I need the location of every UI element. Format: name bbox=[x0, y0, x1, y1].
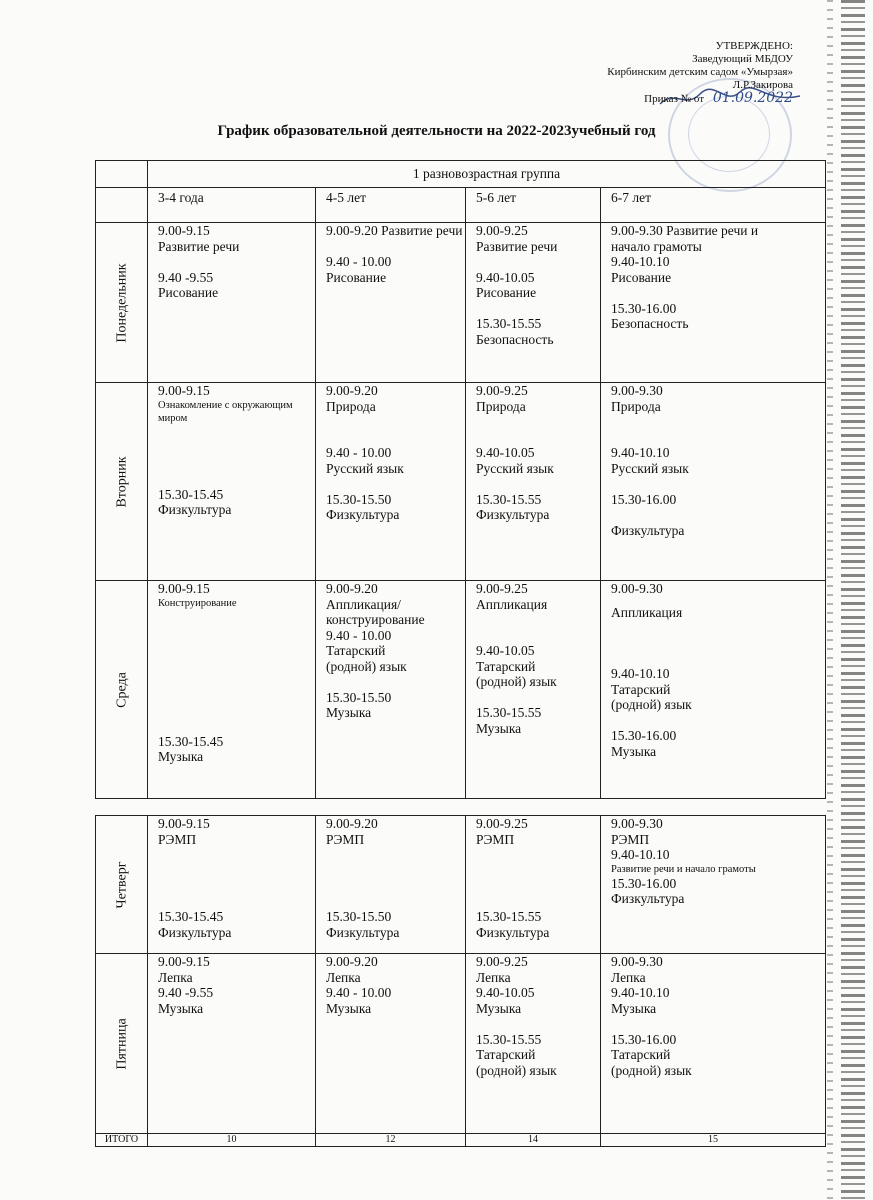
time-slot: 9.40-10.05 bbox=[476, 985, 535, 1000]
time-slot: 9.00-9.20 bbox=[326, 816, 378, 831]
time-slot: 9.00-9.15 bbox=[158, 581, 210, 596]
schedule-cell bbox=[148, 383, 316, 581]
schedule-cell bbox=[148, 581, 316, 799]
activity: Русский язык bbox=[326, 460, 404, 476]
time-slot: 15.30-16.00 bbox=[611, 728, 677, 743]
scan-edge-noise-2 bbox=[827, 0, 833, 1200]
activity: Рисование bbox=[476, 285, 537, 300]
total-value: 10 bbox=[148, 1134, 316, 1147]
time-slot: 9.00-9.30 bbox=[611, 581, 663, 596]
day-label-cell bbox=[96, 223, 148, 383]
time-activity: 9.00-9.30 Развитие речи и начало грамоты bbox=[611, 223, 759, 254]
scan-edge-noise bbox=[841, 0, 865, 1200]
day-row-friday bbox=[96, 954, 826, 1134]
time-slot: 9.00-9.25 bbox=[476, 954, 528, 969]
time-slot: 15.30-15.55 bbox=[476, 491, 542, 507]
time-slot: 15.30-15.45 bbox=[158, 909, 224, 924]
schedule-table-continued bbox=[95, 815, 826, 1147]
corner-cell bbox=[96, 188, 148, 223]
activity: Музыка bbox=[326, 1000, 372, 1016]
schedule-cell bbox=[601, 223, 826, 383]
activity: Татарский (родной) язык bbox=[611, 681, 692, 712]
time-slot: 9.00-9.25 bbox=[476, 816, 528, 831]
activity: Татарский (родной) язык bbox=[611, 1047, 692, 1078]
handwritten-date: 01.09.2022 bbox=[712, 90, 793, 106]
activity: Музыка bbox=[611, 743, 657, 759]
page-title: График образовательной деятельности на 2022-2023учебный год bbox=[217, 123, 656, 139]
day-label: Вторник bbox=[113, 455, 129, 508]
time-slot: 9.40 -9.55 bbox=[158, 269, 214, 285]
time-slot: 15.30-15.50 bbox=[326, 909, 392, 924]
time-slot: 9.00-9.20 bbox=[326, 581, 378, 596]
time-activity: 9.00-9.20 Развитие речи bbox=[326, 223, 463, 238]
schedule-cell bbox=[148, 816, 316, 954]
activity: Музыка bbox=[476, 720, 522, 736]
schedule-cell bbox=[466, 581, 601, 799]
schedule-cell bbox=[148, 954, 316, 1134]
time-slot: 9.00-9.25 bbox=[476, 383, 528, 398]
activity: РЭМП bbox=[326, 831, 365, 847]
activity: Русский язык bbox=[476, 460, 554, 476]
activity: Физкультура bbox=[476, 507, 550, 522]
corner-cell bbox=[96, 161, 148, 188]
approval-line: Заведующий МБДОУ bbox=[692, 53, 793, 65]
time-slot: 15.30-16.00 bbox=[611, 875, 677, 891]
schedule-cell bbox=[316, 816, 466, 954]
activity: Аппликация bbox=[476, 596, 548, 612]
time-slot: 9.00-9.25 bbox=[476, 223, 528, 238]
time-slot: 9.00-9.25 bbox=[476, 581, 528, 596]
activity: Лепка bbox=[611, 969, 646, 985]
schedule-cell bbox=[601, 581, 826, 799]
time-slot: 9.40-10.05 bbox=[476, 643, 535, 658]
time-slot: 9.40-10.10 bbox=[611, 985, 670, 1000]
schedule-cell bbox=[316, 581, 466, 799]
activity: Развитие речи и начало грамоты bbox=[611, 863, 756, 875]
time-slot: 9.40 - 10.00 bbox=[326, 445, 392, 460]
time-slot: 15.30-16.00 bbox=[611, 491, 677, 507]
activity: Ознакомление с окружающим миром bbox=[158, 399, 293, 424]
day-row-wednesday bbox=[96, 581, 826, 799]
age-group-header: 6-7 лет bbox=[601, 188, 826, 223]
approval-line: УТВЕРЖДЕНО: bbox=[715, 40, 793, 52]
time-slot: 9.00-9.30 bbox=[611, 383, 663, 398]
age-group-header: 4-5 лет bbox=[316, 188, 466, 223]
age-group-header: 3-4 года bbox=[148, 188, 316, 223]
schedule-cell bbox=[601, 954, 826, 1134]
time-slot: 9.00-9.30 bbox=[611, 816, 663, 831]
total-value: 14 bbox=[466, 1134, 601, 1147]
schedule-cell bbox=[466, 954, 601, 1134]
time-slot: 15.30-15.45 bbox=[158, 486, 224, 502]
activity: Татарский (родной) язык bbox=[476, 1047, 557, 1078]
activity: Музыка bbox=[476, 1000, 522, 1016]
activity: Физкультура bbox=[611, 522, 685, 538]
activity: Музыка bbox=[326, 705, 372, 720]
time-slot: 9.00-9.15 bbox=[158, 816, 210, 831]
time-slot: 9.40-10.10 bbox=[611, 666, 670, 681]
approval-line: Кирбинским детским садом «Умырзая» bbox=[607, 66, 793, 78]
time-slot: 15.30-15.55 bbox=[476, 909, 542, 924]
schedule-cell bbox=[466, 816, 601, 954]
activity: Лепка bbox=[158, 969, 193, 985]
activity: Природа bbox=[611, 398, 661, 414]
activity: Татарский (родной) язык bbox=[326, 643, 407, 674]
activity: Лепка bbox=[476, 969, 511, 985]
time-slot: 15.30-15.50 bbox=[326, 689, 392, 705]
day-label: Четверг bbox=[113, 861, 129, 908]
day-label-cell bbox=[96, 954, 148, 1134]
approval-line: Л.Р.Закирова bbox=[732, 79, 793, 91]
activity: Татарский (родной) язык bbox=[476, 658, 557, 689]
time-slot: 9.40-10.10 bbox=[611, 847, 670, 862]
activity: Физкультура bbox=[158, 924, 232, 940]
group-header: 1 разновозрастная группа bbox=[148, 161, 826, 188]
activity: Музыка bbox=[611, 1000, 657, 1016]
time-slot: 9.40 -9.55 bbox=[158, 985, 214, 1000]
schedule-cell bbox=[466, 383, 601, 581]
time-slot: 9.40 - 10.00 bbox=[326, 627, 392, 643]
day-label-cell bbox=[96, 581, 148, 799]
time-slot: 9.40-10.05 bbox=[476, 445, 535, 460]
activity: Аппликация/ конструирование bbox=[326, 596, 425, 627]
day-label-cell bbox=[96, 383, 148, 581]
time-slot: 15.30-15.55 bbox=[476, 1031, 542, 1047]
approval-order bbox=[533, 92, 793, 106]
time-slot: 15.30-15.45 bbox=[158, 733, 224, 749]
schedule-cell bbox=[148, 223, 316, 383]
time-slot: 9.40-10.10 bbox=[611, 254, 670, 269]
age-group-header: 5-6 лет bbox=[466, 188, 601, 223]
total-value: 12 bbox=[316, 1134, 466, 1147]
schedule-cell bbox=[316, 383, 466, 581]
activity: Безопасность bbox=[611, 316, 689, 331]
time-slot: 9.40-10.05 bbox=[476, 269, 535, 285]
day-row-tuesday bbox=[96, 383, 826, 581]
day-row-monday bbox=[96, 223, 826, 383]
time-slot: 15.30-15.55 bbox=[476, 316, 542, 331]
schedule-cell bbox=[466, 223, 601, 383]
schedule-table bbox=[95, 160, 826, 799]
time-slot: 9.00-9.30 bbox=[611, 954, 663, 969]
day-label: Понедельник bbox=[113, 262, 129, 343]
activity: Природа bbox=[476, 398, 526, 414]
activity: Русский язык bbox=[611, 460, 689, 476]
day-label: Пятница bbox=[113, 1017, 129, 1070]
activity: Физкультура bbox=[611, 891, 685, 906]
total-row bbox=[96, 1134, 826, 1147]
approval-order-label: Приказ № от bbox=[644, 93, 705, 105]
approval-block bbox=[533, 40, 793, 106]
activity: РЭМП bbox=[158, 831, 197, 847]
activity: Аппликация bbox=[611, 604, 683, 620]
schedule-cell bbox=[316, 954, 466, 1134]
activity: РЭМП bbox=[476, 831, 515, 847]
activity: Лепка bbox=[326, 969, 361, 985]
schedule-cell bbox=[601, 816, 826, 954]
time-slot: 15.30-16.00 bbox=[611, 300, 677, 316]
schedule-cell bbox=[316, 223, 466, 383]
activity: Физкультура bbox=[158, 502, 232, 517]
time-slot: 9.40 - 10.00 bbox=[326, 985, 392, 1000]
activity: Развитие речи bbox=[158, 238, 240, 254]
activity: Природа bbox=[326, 398, 376, 414]
time-slot: 9.00-9.15 bbox=[158, 383, 210, 398]
time-slot: 15.30-15.50 bbox=[326, 491, 392, 507]
activity: Физкультура bbox=[326, 507, 400, 522]
activity: Рисование bbox=[326, 269, 387, 285]
day-label-cell bbox=[96, 816, 148, 954]
activity: Физкультура bbox=[326, 924, 400, 940]
activity: РЭМП bbox=[611, 831, 650, 847]
activity: Рисование bbox=[158, 285, 219, 300]
total-value: 15 bbox=[601, 1134, 826, 1147]
age-header-row bbox=[96, 188, 826, 223]
activity: Безопасность bbox=[476, 331, 554, 347]
time-slot: 15.30-15.55 bbox=[476, 705, 542, 720]
activity: Развитие речи bbox=[476, 238, 558, 254]
group-header-row bbox=[96, 161, 826, 188]
time-slot: 15.30-16.00 bbox=[611, 1031, 677, 1047]
time-slot: 9.00-9.15 bbox=[158, 223, 210, 238]
time-slot: 9.00-9.20 bbox=[326, 954, 378, 969]
time-slot: 9.00-9.20 bbox=[326, 383, 378, 398]
activity: Рисование bbox=[611, 269, 672, 285]
activity: Музыка bbox=[158, 749, 204, 764]
activity: Музыка bbox=[158, 1000, 204, 1016]
total-label: ИТОГО bbox=[96, 1134, 148, 1147]
day-label: Среда bbox=[113, 671, 129, 708]
time-slot: 9.00-9.15 bbox=[158, 954, 210, 969]
day-row-thursday bbox=[96, 816, 826, 954]
schedule-cell bbox=[601, 383, 826, 581]
activity: Физкультура bbox=[476, 924, 550, 940]
time-slot: 9.40-10.10 bbox=[611, 445, 670, 460]
activity: Конструирование bbox=[158, 597, 237, 609]
time-slot: 9.40 - 10.00 bbox=[326, 254, 392, 269]
